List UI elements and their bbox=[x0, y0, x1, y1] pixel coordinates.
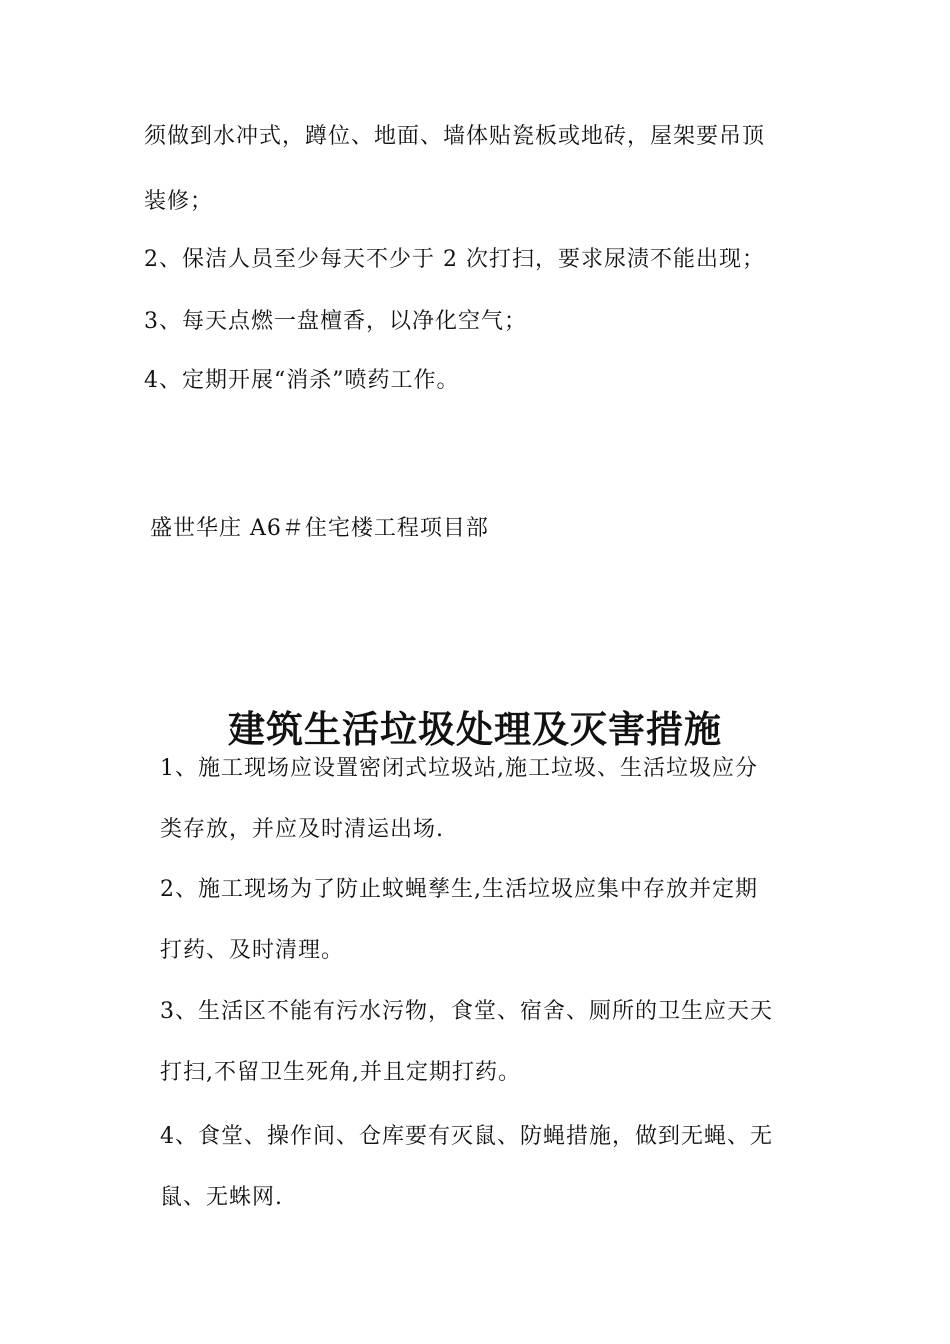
section2-line: 4、食堂、操作间、仓库要有灭鼠、防蝇措施，做到无蝇、无 bbox=[160, 1124, 773, 1149]
section2-line: 2、施工现场为了防止蚊蝇孳生,生活垃圾应集中存放并定期 bbox=[160, 877, 758, 902]
section2-line: 类存放，并应及时清运出场. bbox=[160, 817, 444, 842]
project-signature: 盛世华庄 A6＃住宅楼工程项目部 bbox=[150, 516, 489, 541]
section2-title: 建筑生活垃圾处理及灭害措施 bbox=[228, 708, 722, 751]
section1-line: 2、保洁人员至少每天不少于 2 次打扫，要求尿渍不能出现； bbox=[144, 247, 765, 272]
section2-line: 1、施工现场应设置密闭式垃圾站,施工垃圾、生活垃圾应分 bbox=[160, 756, 758, 781]
section2-line: 3、生活区不能有污水污物，食堂、宿舍、厕所的卫生应天天 bbox=[160, 999, 773, 1024]
section1-line: 3、每天点燃一盘檀香，以净化空气； bbox=[144, 309, 527, 334]
section2-line: 鼠、无蛛网. bbox=[160, 1185, 283, 1210]
section2-line: 打药、及时清理。 bbox=[160, 938, 345, 963]
section1-line: 须做到水冲式，蹲位、地面、墙体贴瓷板或地砖，屋架要吊顶 bbox=[144, 124, 766, 149]
section1-line: 装修； bbox=[144, 189, 214, 214]
section2-line: 打扫,不留卫生死角,并且定期打药。 bbox=[160, 1060, 521, 1085]
section1-line: 4、定期开展“消杀”喷药工作。 bbox=[144, 368, 460, 393]
